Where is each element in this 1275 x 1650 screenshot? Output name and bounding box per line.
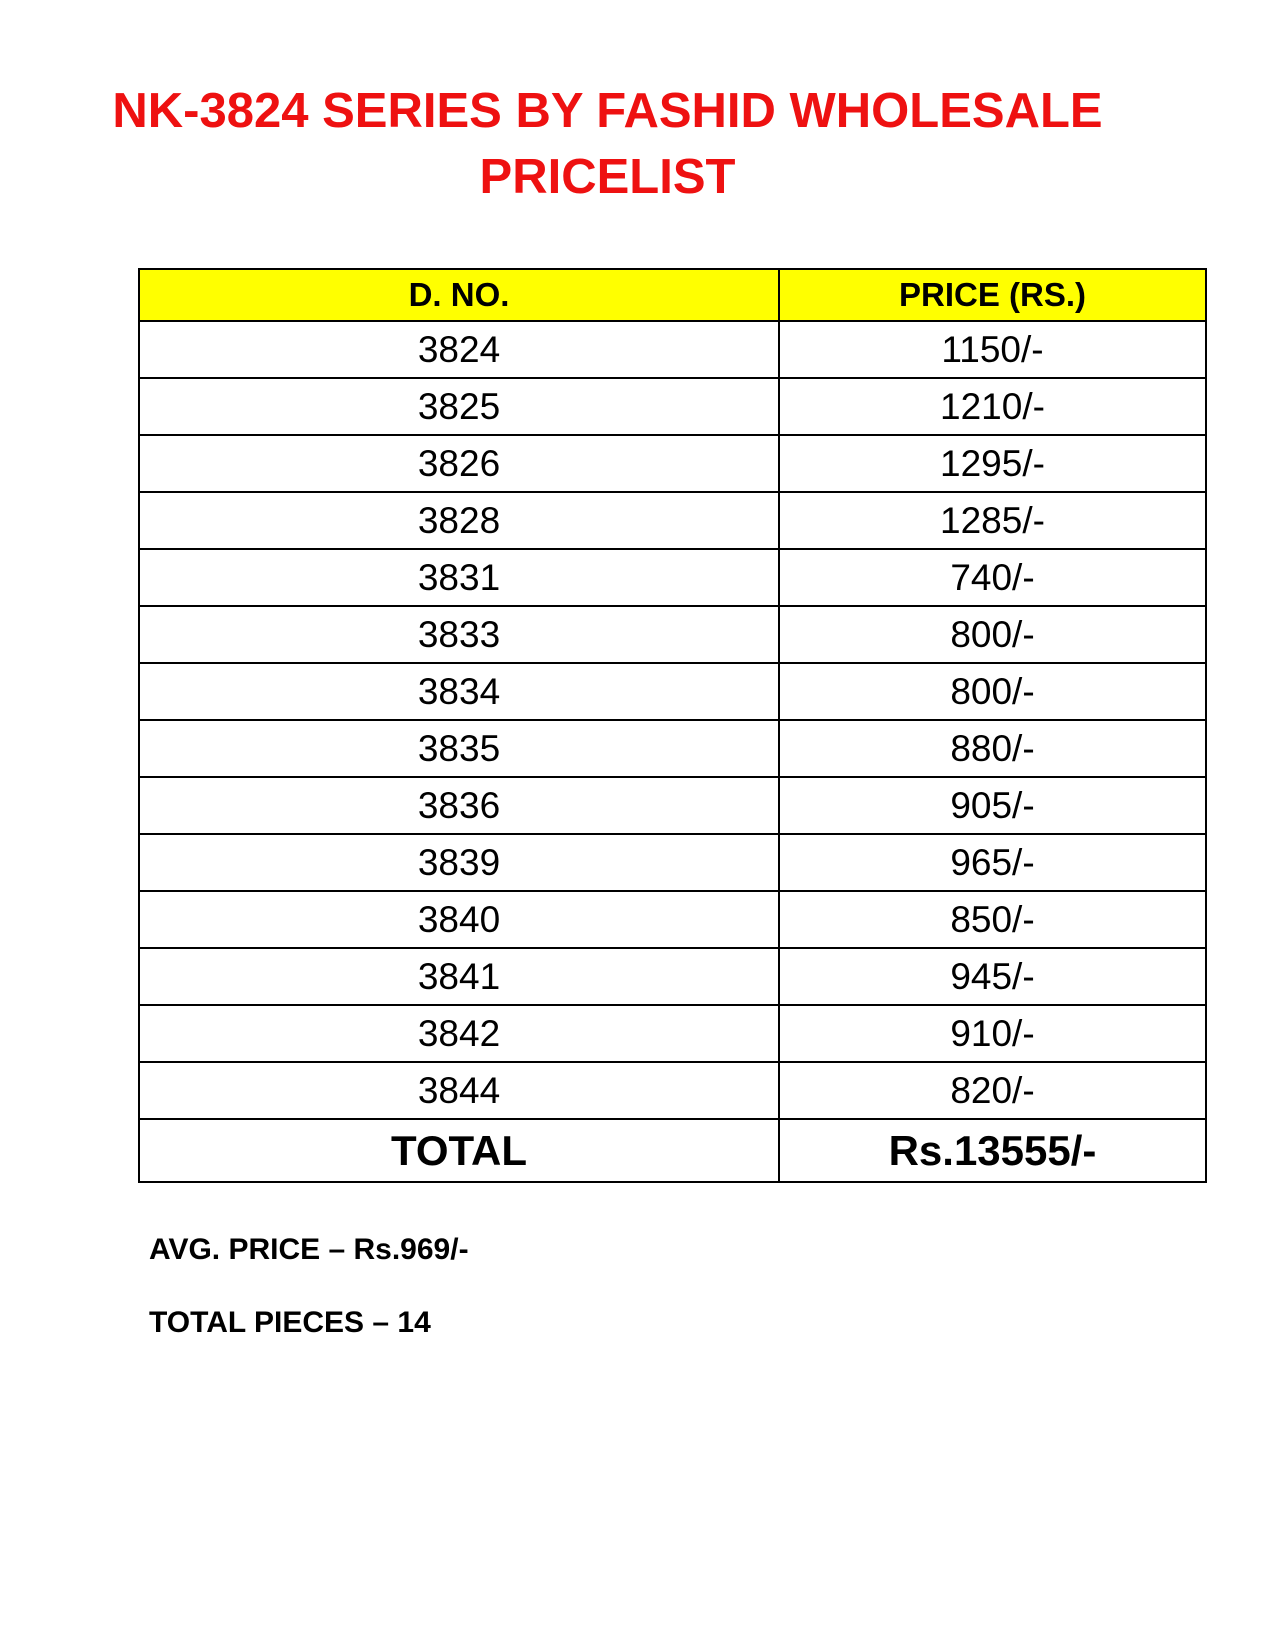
design-no-cell: 3842 (139, 1005, 779, 1062)
price-cell: 945/- (779, 948, 1206, 1005)
price-cell: 740/- (779, 549, 1206, 606)
design-no-cell: 3835 (139, 720, 779, 777)
table-row (139, 663, 1206, 720)
design-no-cell: 3844 (139, 1062, 779, 1119)
price-cell: 1150/- (779, 321, 1206, 378)
table-row (139, 1005, 1206, 1062)
total-pieces-text: TOTAL PIECES – 14 (149, 1306, 431, 1339)
price-cell: 880/- (779, 720, 1206, 777)
title-line-2: PRICELIST (479, 150, 736, 204)
total-row (139, 1119, 1206, 1182)
table-row (139, 321, 1206, 378)
table-row (139, 549, 1206, 606)
price-cell: 800/- (779, 606, 1206, 663)
table-row (139, 606, 1206, 663)
design-no-cell: 3840 (139, 891, 779, 948)
title-line-1: NK-3824 SERIES BY FASHID WHOLESALE (112, 84, 1103, 138)
design-no-cell: 3836 (139, 777, 779, 834)
table-row (139, 834, 1206, 891)
total-label: TOTAL (139, 1119, 779, 1182)
design-no-cell: 3828 (139, 492, 779, 549)
table-row (139, 891, 1206, 948)
price-cell: 1285/- (779, 492, 1206, 549)
design-no-cell: 3839 (139, 834, 779, 891)
price-table (138, 268, 1207, 1183)
table-row (139, 948, 1206, 1005)
design-no-cell: 3841 (139, 948, 779, 1005)
design-no-cell: 3831 (139, 549, 779, 606)
column-header-design-no: D. NO. (139, 269, 779, 321)
design-no-cell: 3834 (139, 663, 779, 720)
price-cell: 910/- (779, 1005, 1206, 1062)
design-no-cell: 3833 (139, 606, 779, 663)
price-cell: 905/- (779, 777, 1206, 834)
table-row (139, 492, 1206, 549)
table-row (139, 435, 1206, 492)
table-row (139, 1062, 1206, 1119)
price-cell: 1295/- (779, 435, 1206, 492)
avg-price-text: AVG. PRICE – Rs.969/- (149, 1233, 469, 1266)
price-cell: 965/- (779, 834, 1206, 891)
price-cell: 850/- (779, 891, 1206, 948)
table-row (139, 720, 1206, 777)
design-no-cell: 3825 (139, 378, 779, 435)
table-row (139, 378, 1206, 435)
column-header-price: PRICE (RS.) (779, 269, 1206, 321)
design-no-cell: 3826 (139, 435, 779, 492)
price-cell: 820/- (779, 1062, 1206, 1119)
table-header-row (139, 269, 1206, 321)
table-row (139, 777, 1206, 834)
page-title (0, 78, 1275, 210)
design-no-cell: 3824 (139, 321, 779, 378)
price-cell: 800/- (779, 663, 1206, 720)
price-cell: 1210/- (779, 378, 1206, 435)
total-value: Rs.13555/- (779, 1119, 1206, 1182)
